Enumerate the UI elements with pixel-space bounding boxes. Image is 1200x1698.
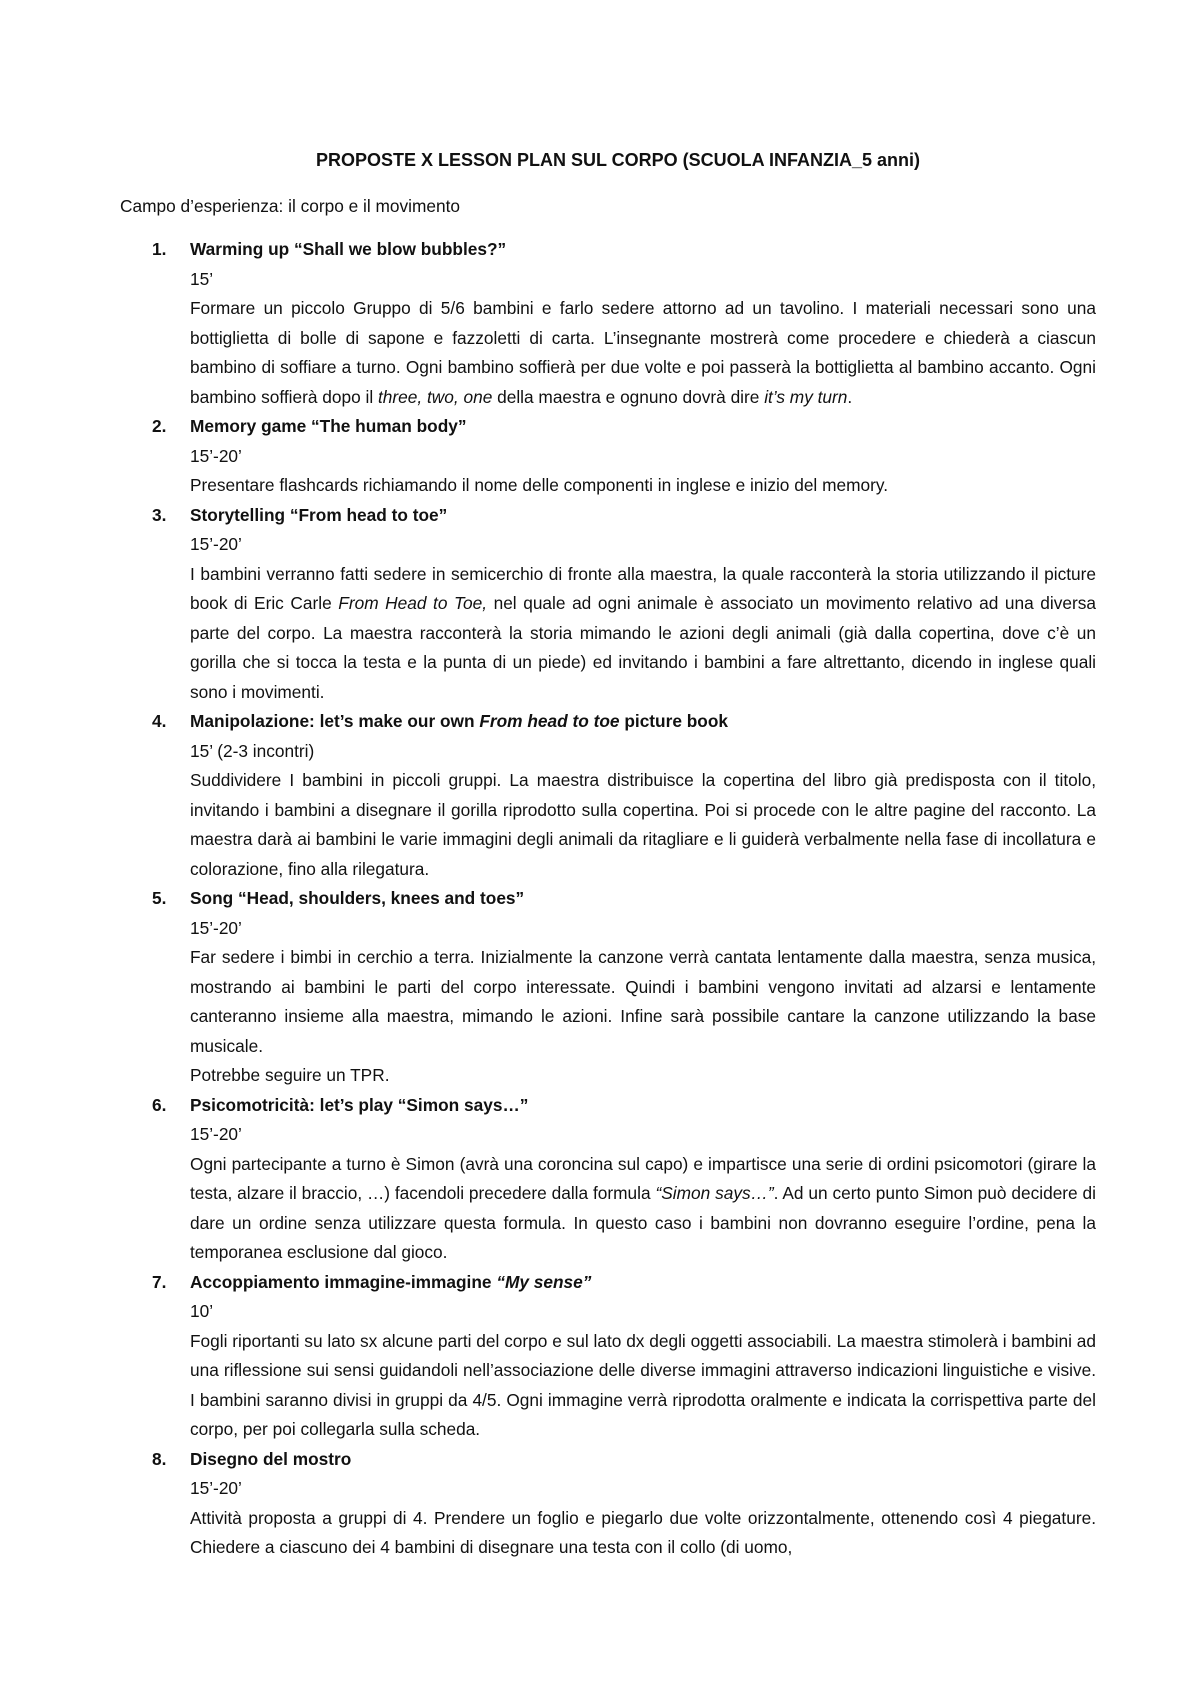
activity-title: Memory game “The human body” (190, 416, 467, 436)
description-text: Formare un piccolo Gruppo di 5/6 bambini e farlo sedere attorno ad un tavolino. I materiali necessari sono una bottiglietta di bolle di sapone e fazzoletti di carta. L’insegnante mostrerà come procedere e chiederà a ciascun bambino di soffiare a turno. Ogni bambino soffierà per due volte e poi passerà la bottiglietta al bambino accanto. Ogni bambino soffierà dopo il (190, 298, 1096, 407)
activity-title (190, 711, 728, 731)
description-text: nel quale ad ogni animale è associato un movimento relativo ad una diversa parte del corpo. La maestra racconterà la storia mimando le azioni degli animali (già dalla copertina, dove c’è un gorilla che si tocca la testa e la punta di un piede) ed invitando i bambini a fare altrettanto, dicendo in inglese quali sono i movimenti. (190, 593, 1096, 702)
activity-title: Disegno del mostro (190, 1448, 352, 1469)
activity-item-memory-game (120, 412, 1096, 501)
activity-title (190, 1272, 591, 1292)
activity-duration: 15’-20’ (190, 445, 242, 466)
title-text: picture book (619, 711, 729, 731)
activity-title: Storytelling “From head to toe” (190, 504, 448, 525)
activity-number: 2. (152, 416, 167, 436)
activity-item-song (120, 884, 1096, 1091)
activity-duration: 10’ (190, 1301, 214, 1321)
activity-number: 6. (152, 1094, 167, 1115)
title-text: Manipolazione: let’s make our own (190, 711, 480, 731)
description-italic-text: From Head to Toe, (338, 593, 488, 613)
activity-list (120, 235, 1096, 1563)
activity-duration: 15’-20’ (190, 1124, 242, 1144)
activity-item-manipolazione (120, 707, 1096, 884)
activity-duration: 15’ (190, 268, 214, 289)
activity-description (190, 1150, 1096, 1268)
description-italic-text: “Simon says…” (655, 1183, 774, 1203)
activity-number: 3. (152, 504, 167, 525)
activity-duration: 15’-20’ (190, 917, 242, 938)
description-text: . (847, 386, 853, 407)
activity-item-disegno-mostro (120, 1445, 1096, 1563)
activity-number: 1. (152, 239, 167, 259)
activity-description: Attività proposta a gruppi di 4. Prendere un foglio e piegarlo due volte orizzontalmente, ottenendo così 4 piegature. Chiedere a ciascuno dei 4 bambini di disegnare una testa con il collo (di uomo, (190, 1507, 1096, 1557)
description-text: I bambini verranno fatti sedere in semicerchio di fronte alla maestra, la quale racconterà la storia utilizzando il picture book di Eric Carle (190, 563, 1096, 613)
activity-item-my-sense (120, 1268, 1096, 1445)
activity-title: Song “Head, shoulders, knees and toes” (190, 888, 525, 908)
activity-description: Presentare flashcards richiamando il nome delle componenti in inglese e inizio del memory. (190, 475, 888, 495)
description-italic-text: it’s my turn (764, 386, 848, 407)
description-text: Ogni partecipante a turno è Simon (avrà una coroncina sul capo) e impartisce una serie di ordini psicomotori (girare la testa, alzare il braccio, …) facendoli precedere dalla formula (190, 1153, 1096, 1203)
activity-number: 5. (152, 888, 167, 908)
activity-description: Fogli riportanti su lato sx alcune parti del corpo e sul lato dx degli oggetti associabili. La maestra stimolerà i bambini ad una riflessione sui sensi guidandoli nell’associazione delle diverse immagini attraverso indicazioni linguistiche e visive. I bambini saranno divisi in gruppi da 4/5. Ogni immagine verrà riprodotta oralmente e indicata la corrispettiva parte del corpo, per poi collegarla sulla scheda. (190, 1330, 1096, 1439)
activity-item-simon-says (120, 1091, 1096, 1268)
activity-duration: 15’-20’ (190, 1478, 242, 1498)
title-italic-text: “My sense” (496, 1271, 592, 1292)
description-text: della maestra e ognuno dovrà dire (492, 386, 765, 407)
document-subtitle: Campo d’esperienza: il corpo e il movimento (120, 195, 461, 216)
activity-item-storytelling (120, 501, 1096, 708)
title-text: Accoppiamento immagine-immagine (190, 1271, 497, 1292)
description-text: . Ad un certo punto Simon può decidere di dare un ordine senza utilizzare questa formula. In questo caso i bambini non dovranno eseguire l’ordine, pena la temporanea esclusione dal gioco. (190, 1183, 1096, 1262)
activity-number: 8. (152, 1448, 167, 1469)
activity-note: Potrebbe seguire un TPR. (190, 1065, 390, 1085)
activity-description (190, 560, 1096, 708)
document-title: PROPOSTE X LESSON PLAN SUL CORPO (SCUOLA INFANZIA_5 anni) (315, 150, 921, 170)
activity-title: Warming up “Shall we blow bubbles?” (190, 239, 507, 259)
activity-duration: 15’ (2-3 incontri) (190, 740, 315, 761)
activity-number: 4. (152, 711, 167, 731)
activity-title: Psicomotricità: let’s play “Simon says…” (190, 1094, 529, 1115)
activity-description (190, 294, 1096, 412)
description-italic-text: three, two, one (377, 386, 493, 407)
activity-description: Suddividere I bambini in piccoli gruppi. La maestra distribuisce la copertina del libro già predisposta con il titolo, invitando i bambini a disegnare il gorilla riprodotto sulla copertina. Poi si procede con le altre pagine del racconto. La maestra darà ai bambini le varie immagini degli animali da ritagliare e li guiderà verbalmente nella fase di incollatura e colorazione, fino alla rilegatura. (190, 770, 1096, 879)
title-italic-text: From head to toe (479, 711, 620, 731)
activity-duration: 15’-20’ (190, 534, 242, 554)
activity-description: Far sedere i bimbi in cerchio a terra. Inizialmente la canzone verrà cantata lentamente dalla maestra, senza musica, mostrando ai bambini le parti del corpo interessate. Quindi i bambini vengono invitati ad alzarsi e lentamente canteranno insieme alla maestra, mimando le azioni. Infine sarà possibile cantare la canzone utilizzando la base musicale. (190, 947, 1096, 1056)
activity-item-warming-up (120, 235, 1096, 412)
activity-number: 7. (152, 1271, 167, 1292)
